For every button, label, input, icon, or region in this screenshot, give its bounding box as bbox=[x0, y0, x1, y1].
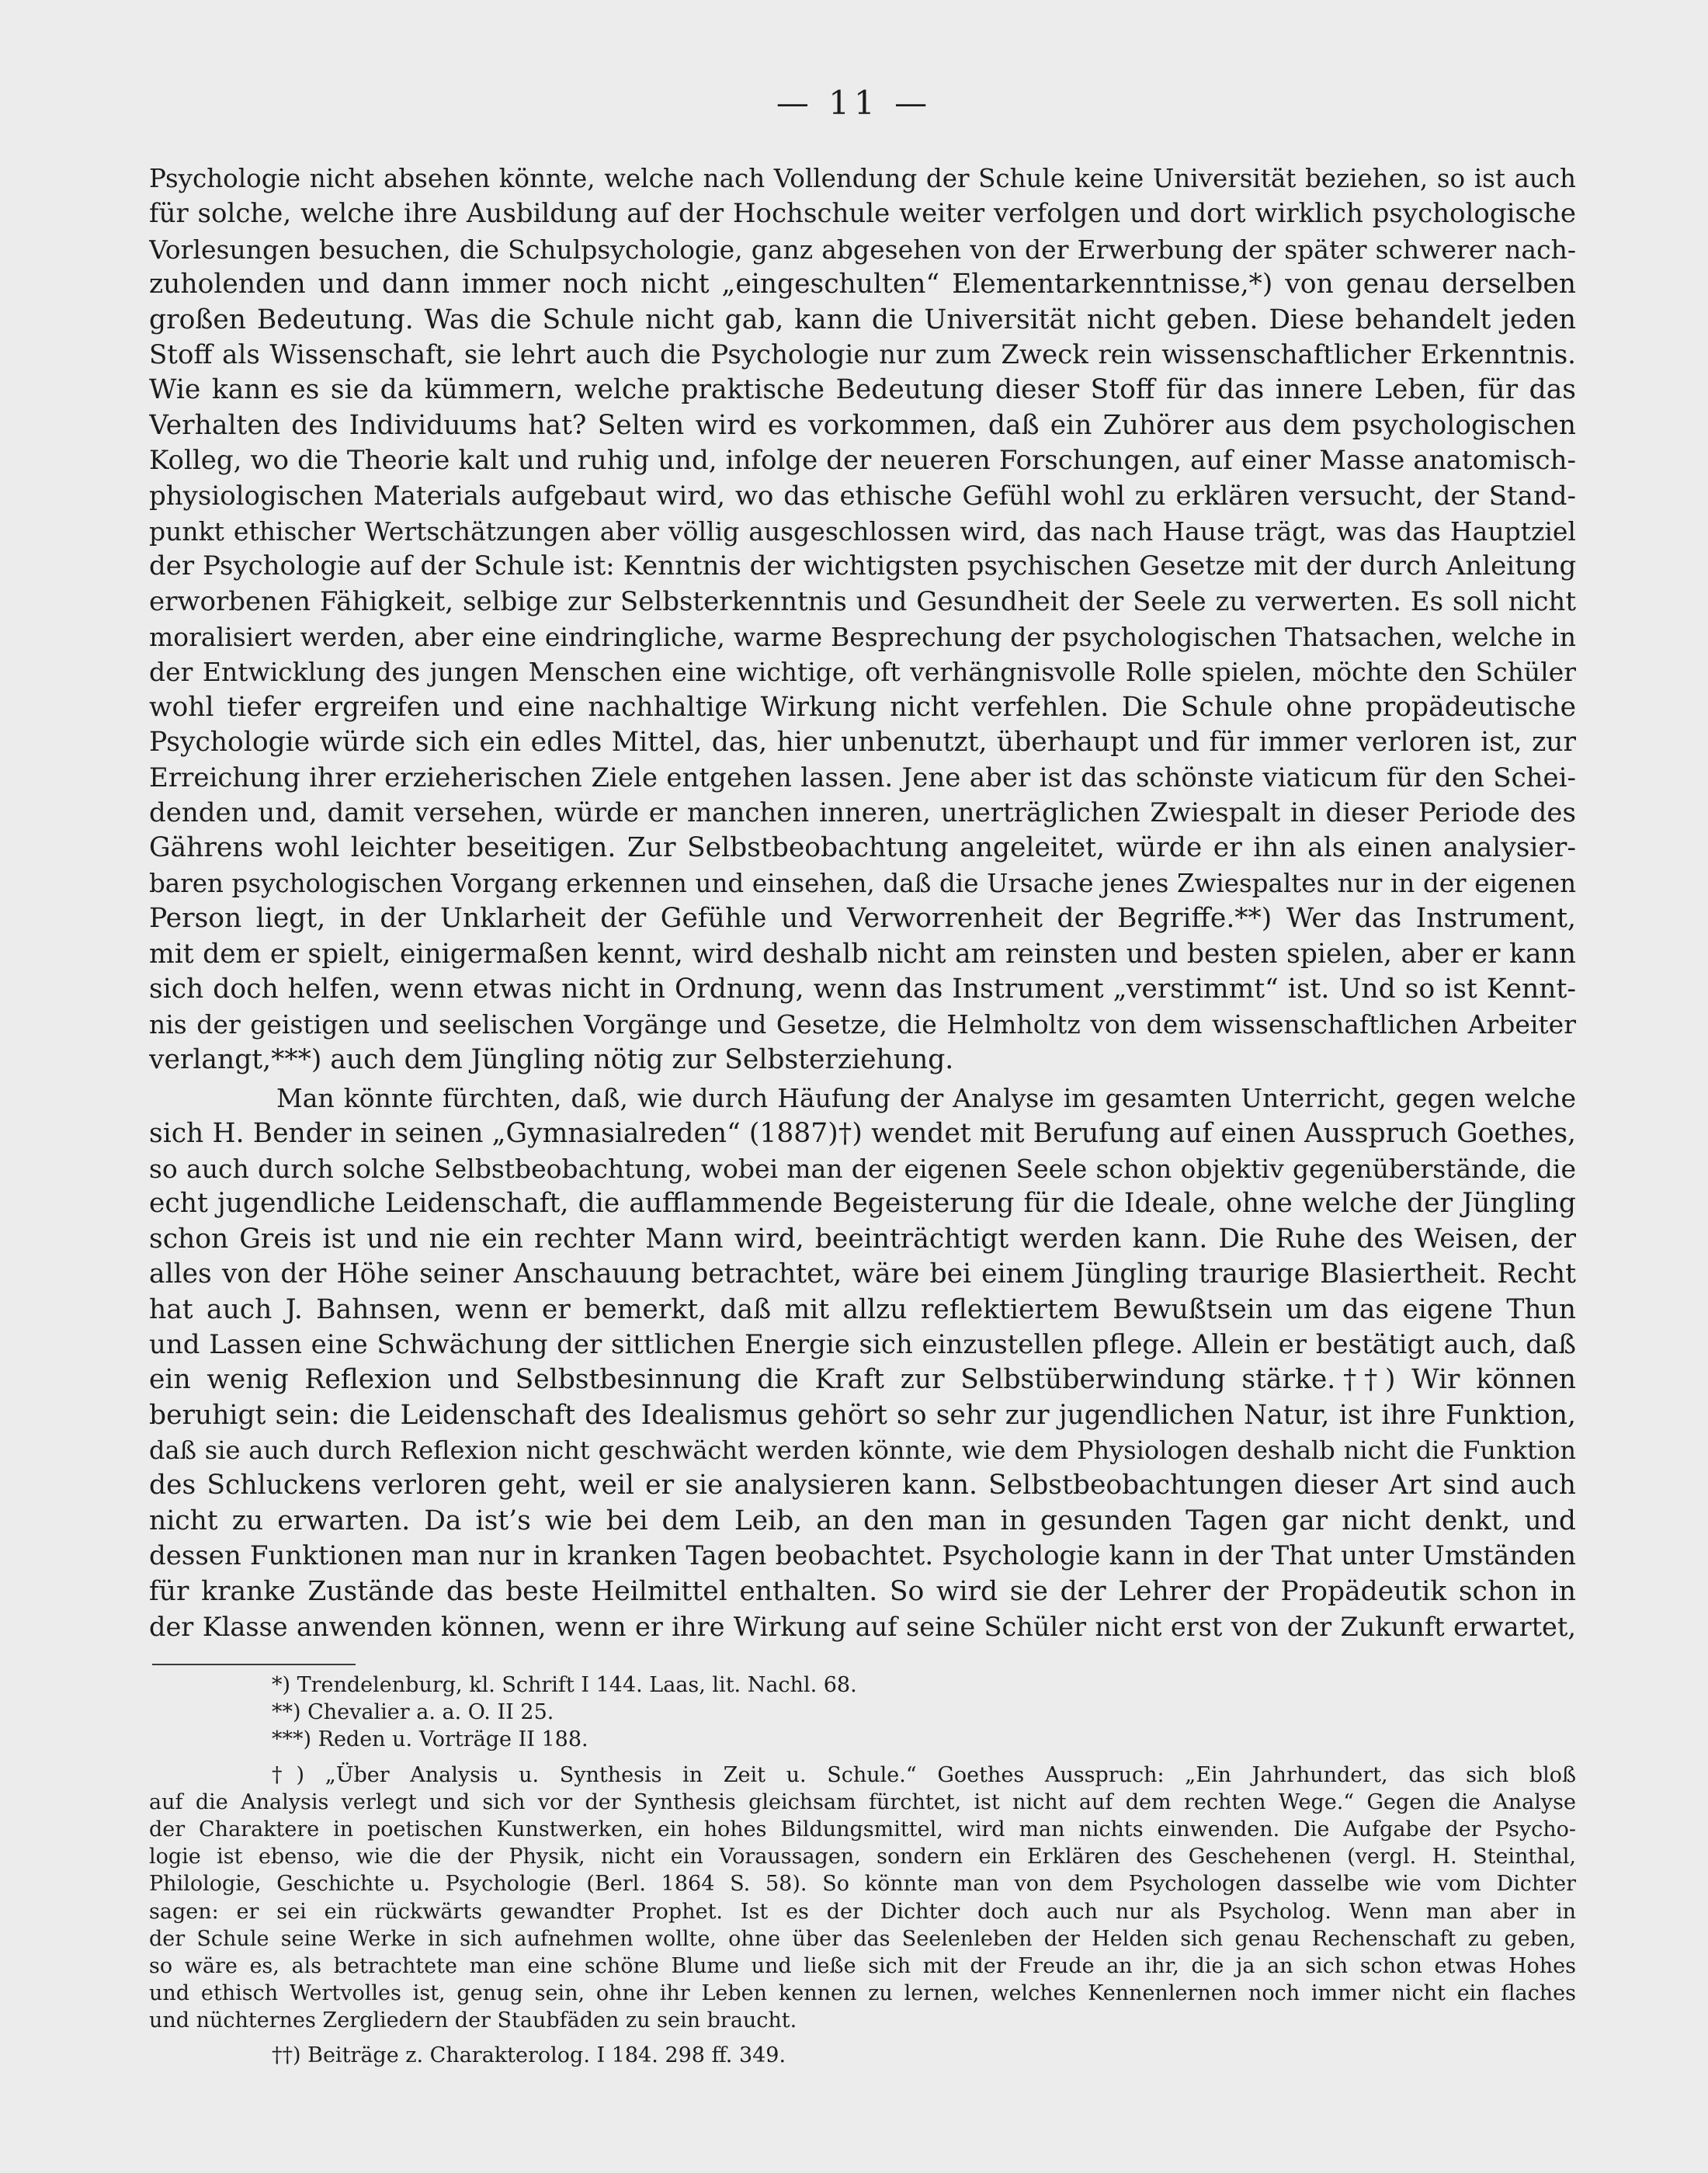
text-line: schon Greis ist und nie ein rechter Mann wird, beeinträchtigt werden kann. Die Ruhe des Weisen, der bbox=[149, 1223, 1576, 1255]
text-line: echt jugendliche Leidenschaft, die aufflammende Begeisterung für die Ideale, ohne welche der Jüngling bbox=[149, 1188, 1576, 1220]
text-line: zuholenden und dann immer noch nicht „eingeschulten“ Elementarkenntnisse,*) von genau derselben bbox=[149, 269, 1576, 300]
footnote-4-line: so wäre es, als betrachtete man eine schöne Blume und ließe sich mit der Freude an ihr, die ja an sich schon etwas Hohes bbox=[149, 1953, 1576, 1978]
footnote-4-line: sagen: er sei ein rückwärts gewandter Prophet. Ist es der Dichter doch auch nur als Psycholog. Wenn man aber in bbox=[149, 1899, 1576, 1924]
page-number: — 11 — bbox=[776, 84, 932, 122]
text-line: daß sie auch durch Reflexion nicht geschwächt werden könnte, wie dem Physiologen deshalb nicht die Funktion bbox=[149, 1435, 1576, 1466]
text-line: Psychologie würde sich ein edles Mittel, das, hier unbenutzt, überhaupt und für immer verloren ist, zur bbox=[149, 727, 1576, 758]
text-line: so auch durch solche Selbstbeobachtung, wobei man der eigenen Seele schon objektiv gegenüberstände, die bbox=[149, 1153, 1576, 1184]
text-line: beruhigt sein: die Leidenschaft des Idealismus gehört so sehr zur jugendlichen Natur, ist ihre Funktion, bbox=[149, 1399, 1576, 1431]
footnote-divider bbox=[152, 1664, 356, 1665]
text-line: für solche, welche ihre Ausbildung auf der Hochschule weiter verfolgen und dort wirklich psychologische bbox=[149, 198, 1576, 230]
text-line: Psychologie nicht absehen könnte, welche nach Vollendung der Schule keine Universität beziehen, so ist auch bbox=[149, 164, 1576, 193]
text-line: mit dem er spielt, einigermaßen kennt, wird deshalb nicht am reinsten und besten spielen, aber er kann bbox=[149, 938, 1576, 970]
text-line: Verhalten des Individuums hat? Selten wird es vorkommen, daß ein Zuhörer aus dem psychologischen bbox=[149, 409, 1576, 441]
footnote-1: *) Trendelenburg, kl. Schrift I 144. Laas, lit. Nachl. 68. bbox=[272, 1673, 857, 1697]
text-line: moralisiert werden, aber eine eindringliche, warme Besprechung der psychologischen Thatsachen, welche in bbox=[149, 622, 1576, 653]
text-line: des Schluckens verloren geht, weil er sie analysieren kann. Selbstbeobachtungen dieser Art sind auch bbox=[149, 1470, 1576, 1501]
footnote-4-line: der Charaktere in poetischen Kunstwerken, ein hohes Bildungsmittel, wird man nichts einwenden. Die Aufgabe der Psycho- bbox=[149, 1817, 1576, 1841]
footnote-4-line: und nüchternes Zergliedern der Staubfäden zu sein braucht. bbox=[149, 2008, 797, 2033]
text-line: physiologischen Materials aufgebaut wird, wo das ethische Gefühl wohl zu erklären versucht, der Stand- bbox=[149, 480, 1576, 512]
text-line: hat auch J. Bahnsen, wenn er bemerkt, daß mit allzu reflektiertem Bewußtsein um das eigene Thun bbox=[149, 1293, 1576, 1325]
text-line: denden und, damit versehen, würde er manchen inneren, unerträglichen Zwiespalt in dieser Periode des bbox=[149, 797, 1576, 829]
text-line: der Klasse anwenden können, wenn er ihre Wirkung auf seine Schüler nicht erst von der Zukunft erwartet, bbox=[149, 1612, 1576, 1643]
text-line: Vorlesungen besuchen, die Schulpsychologie, ganz abgesehen von der Erwerbung der später schwerer nach- bbox=[149, 234, 1576, 265]
footnote-4-line: auf die Analysis verlegt und sich vor der Synthesis gleichsam fürchtet, ist nicht auf dem rechten Wege.“ Gegen die Analyse bbox=[149, 1789, 1576, 1814]
text-line: der Entwicklung des jungen Menschen eine wichtige, oft verhängnisvolle Rolle spielen, möchte den Schüler bbox=[149, 657, 1576, 688]
footnote-4-line: logie ist ebenso, wie die der Physik, nicht ein Voraussagen, sondern ein Erklären des Geschehenen (vergl. H. Steinthal, bbox=[149, 1845, 1576, 1869]
text-line: Wie kann es sie da kümmern, welche praktische Bedeutung dieser Stoff für das innere Leben, für das bbox=[149, 374, 1576, 406]
footnote-4-line: †) „Über Analysis u. Synthesis in Zeit u. Schule.“ Goethes Ausspruch: „Ein Jahrhundert, das sich bloß bbox=[272, 1762, 1576, 1787]
text-line: Gährens wohl leichter beseitigen. Zur Selbstbeobachtung angeleitet, würde er ihn als einen analysier- bbox=[149, 832, 1576, 864]
footnote-4-line: Philologie, Geschichte u. Psychologie (Berl. 1864 S. 58). So könnte man von dem Psychologen dasselbe wie vom Dichter bbox=[149, 1872, 1576, 1897]
footnote-4-line: der Schule seine Werke in sich aufnehmen wollte, ohne über das Seelenleben der Helden sich genau Rechenschaft zu geben, bbox=[149, 1926, 1576, 1951]
text-line: der Psychologie auf der Schule ist: Kenntnis der wichtigsten psychischen Gesetze mit der durch Anleitung bbox=[149, 550, 1576, 582]
text-line: wohl tiefer ergreifen und eine nachhaltige Wirkung nicht verfehlen. Die Schule ohne propädeutische bbox=[149, 691, 1576, 723]
text-line: Stoff als Wissenschaft, sie lehrt auch die Psychologie nur zum Zweck rein wissenschaftlicher Erkenntnis. bbox=[149, 338, 1576, 370]
text-line: Erreichung ihrer erzieherischen Ziele entgehen lassen. Jene aber ist das schönste viaticum für den Schei- bbox=[149, 762, 1576, 793]
footnote-3: ***) Reden u. Vorträge II 188. bbox=[272, 1727, 588, 1752]
text-line: Man könnte fürchten, daß, wie durch Häufung der Analyse im gesamten Unterricht, gegen welche bbox=[276, 1083, 1576, 1114]
text-line: sich doch helfen, wenn etwas nicht in Ordnung, wenn das Instrument „verstimmt“ ist. Und so ist Kennt- bbox=[149, 973, 1576, 1005]
footnote-5: ††) Beiträge z. Charakterolog. I 184. 298 ff. 349. bbox=[272, 2043, 786, 2068]
text-line: verlangt,***) auch dem Jüngling nötig zur Selbsterziehung. bbox=[149, 1043, 954, 1075]
text-line: für kranke Zustände das beste Heilmittel enthalten. So wird sie der Lehrer der Propädeutik schon in bbox=[149, 1575, 1576, 1607]
text-line: dessen Funktionen man nur in kranken Tagen beobachtet. Psychologie kann in der That unter Umständen bbox=[149, 1540, 1576, 1572]
text-line: punkt ethischer Wertschätzungen aber völlig ausgeschlossen wird, das nach Hause trägt, was das Hauptziel bbox=[149, 515, 1576, 547]
body-text bbox=[149, 161, 1576, 1644]
text-line: nicht zu erwarten. Da ist’s wie bei dem Leib, an den man in gesunden Tagen gar nicht denkt, und bbox=[149, 1505, 1576, 1536]
text-line: Kolleg, wo die Theorie kalt und ruhig und, infolge der neueren Forschungen, auf einer Masse anatomisch- bbox=[149, 445, 1576, 477]
text-line: baren psychologischen Vorgang erkennen und einsehen, daß die Ursache jenes Zwiespaltes nur in der eigenen bbox=[149, 868, 1576, 898]
text-line: alles von der Höhe seiner Anschauung betrachtet, wäre bei einem Jüngling traurige Blasiertheit. Recht bbox=[149, 1258, 1576, 1290]
text-line: großen Bedeutung. Was die Schule nicht gab, kann die Universität nicht geben. Diese behandelt jeden bbox=[149, 304, 1576, 335]
text-line: nis der geistigen und seelischen Vorgänge und Gesetze, die Helmholtz von dem wissenschaftlichen Arbeiter bbox=[149, 1009, 1576, 1040]
footnote-4-line: und ethisch Wertvolles ist, genug sein, ohne ihr Leben kennen zu lernen, welches Kennenlernen noch immer nicht ein flaches bbox=[149, 1981, 1576, 2006]
text-line: ein wenig Reflexion und Selbstbesinnung die Kraft zur Selbstüberwindung stärke.††) Wir können bbox=[149, 1364, 1576, 1396]
text-line: sich H. Bender in seinen „Gymnasialreden“ (1887)†) wendet mit Berufung auf einen Ausspruch Goethes, bbox=[149, 1117, 1576, 1149]
text-line: Person liegt, in der Unklarheit der Gefühle und Verworrenheit der Begriffe.**) Wer das Instrument, bbox=[149, 903, 1576, 935]
text-line: und Lassen eine Schwächung der sittlichen Energie sich einzustellen pflege. Allein er bestätigt auch, daß bbox=[149, 1328, 1576, 1360]
footnotes bbox=[149, 1671, 1576, 2070]
footnote-2: **) Chevalier a. a. O. II 25. bbox=[272, 1700, 554, 1725]
text-line: erworbenen Fähigkeit, selbige zur Selbsterkenntnis und Gesundheit der Seele zu verwerten. Es soll nicht bbox=[149, 585, 1576, 617]
